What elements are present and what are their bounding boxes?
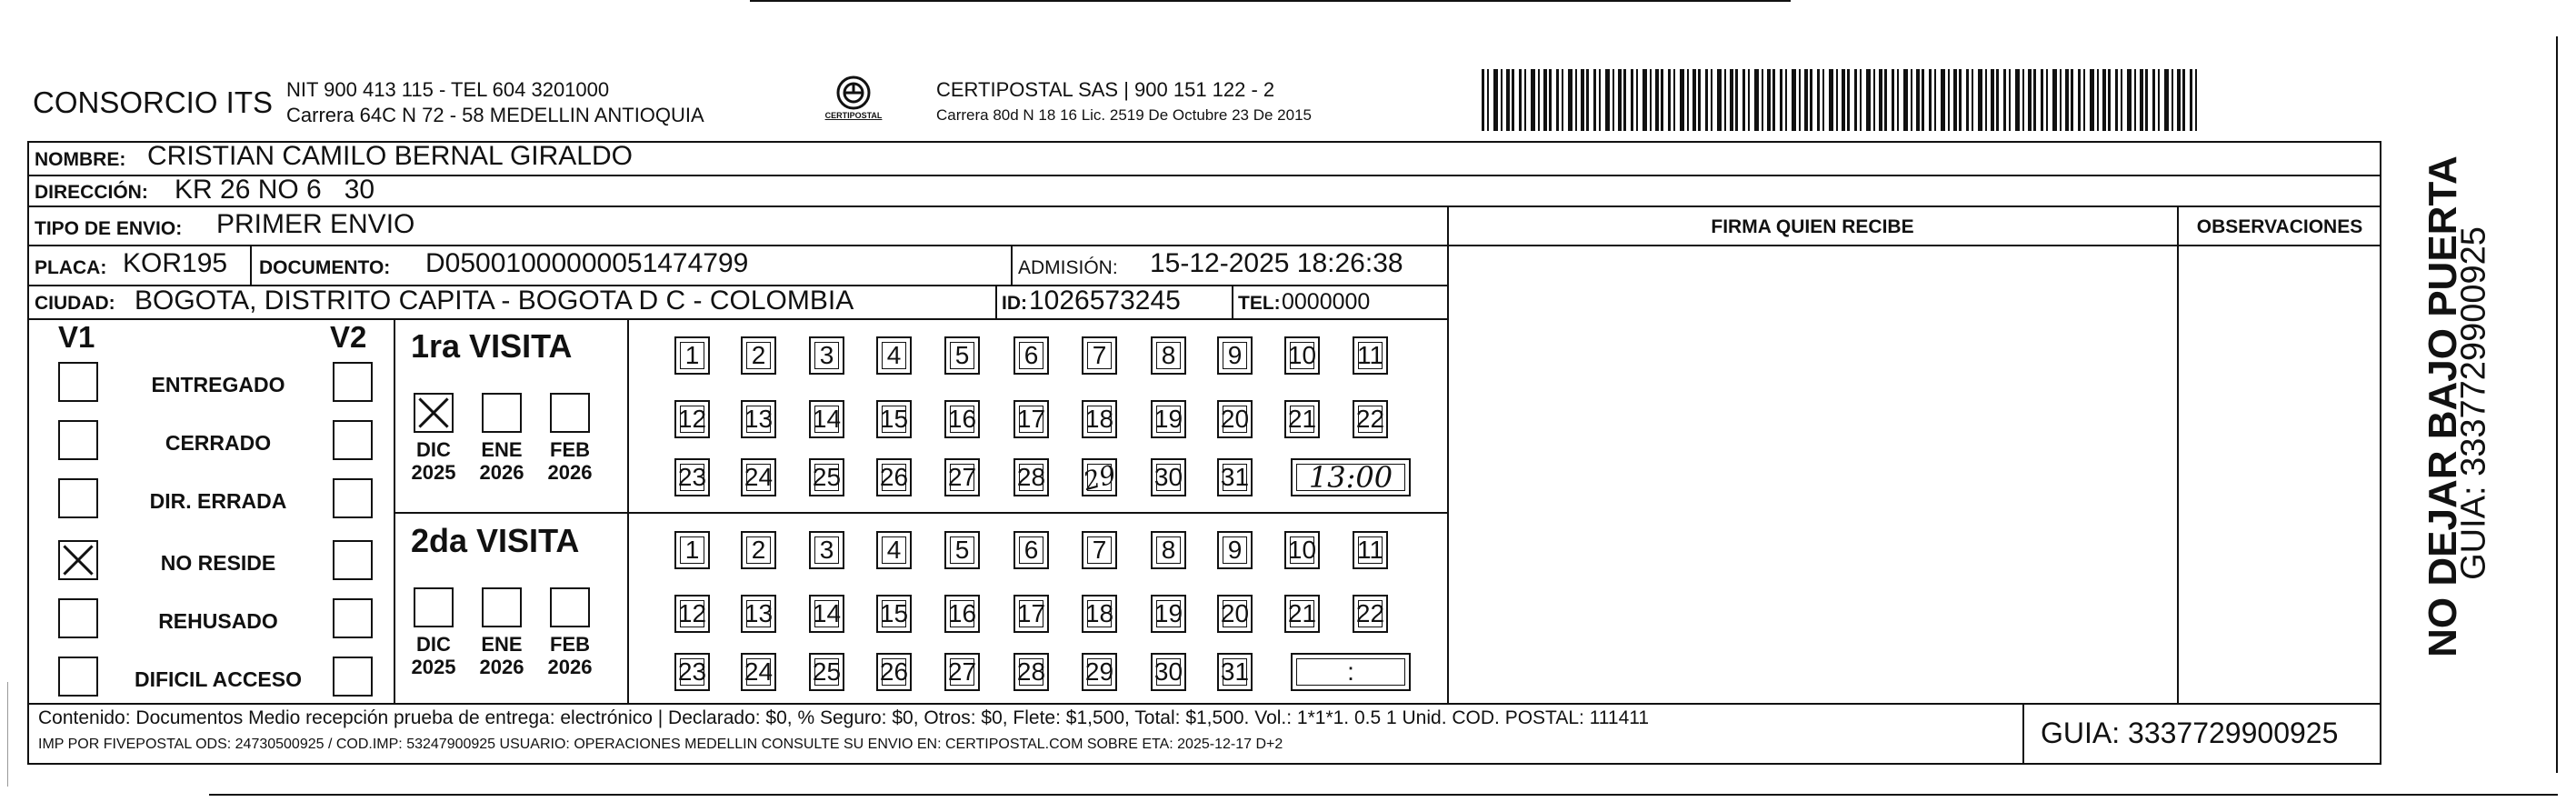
documento-value: D05001000000051474799	[425, 248, 749, 278]
visit-day-number: 17	[1016, 405, 1046, 433]
footer-line	[27, 703, 2381, 705]
visit-time-value: 13:00	[1308, 460, 1393, 495]
visit-month-checkbox[interactable]	[550, 587, 590, 627]
visit-month-checkbox[interactable]	[414, 587, 454, 627]
footer-guia: GUIA: 3337729900925	[2041, 717, 2339, 749]
visit-day-number: 12	[677, 599, 707, 627]
status-v1-checkbox[interactable]	[58, 540, 98, 580]
visit-month-checkbox[interactable]	[482, 393, 522, 433]
documento-label: DOCUMENTO:	[259, 257, 391, 278]
visit-day-box[interactable]	[1284, 336, 1320, 375]
visit-day-number: 28	[1016, 657, 1046, 686]
visit-time-box[interactable]	[1291, 653, 1411, 691]
status-label: NO RESIDE	[160, 551, 276, 575]
visit-month-year: 2025	[411, 461, 456, 485]
status-v1-checkbox[interactable]	[58, 598, 98, 638]
visit-day-number: 30	[1153, 463, 1183, 491]
visit-day-number: 26	[879, 463, 909, 491]
visit-day-box[interactable]	[1284, 595, 1320, 633]
observaciones-area[interactable]	[2179, 246, 2381, 701]
visit-day-box[interactable]	[1151, 595, 1186, 633]
visit-day-number: 16	[947, 405, 977, 433]
visit-day-box[interactable]	[1013, 531, 1049, 569]
visit-day-box[interactable]	[1353, 595, 1388, 633]
visit-day-number: 11	[1356, 341, 1384, 369]
visit-day-number: 4	[886, 536, 902, 564]
visit-day-box[interactable]	[1353, 400, 1388, 438]
tel-divider	[1232, 285, 1233, 318]
visit-day-number: 22	[1355, 599, 1385, 627]
visit-day-box[interactable]	[1151, 400, 1186, 438]
visit-time-value: :	[1347, 657, 1354, 686]
visit-day-number: 21	[1287, 405, 1317, 433]
visit-day-number: 16	[947, 599, 977, 627]
visit-day-box[interactable]	[1013, 458, 1049, 496]
visit-day-number: 25	[812, 463, 842, 491]
visit-day-number: 27	[947, 463, 977, 491]
visit-day-box[interactable]	[876, 336, 912, 375]
visit-day-box[interactable]	[809, 595, 844, 633]
visit-day-number: 29	[1080, 458, 1119, 496]
admision-divider	[1011, 245, 1013, 285]
visit-day-number: 3	[819, 341, 834, 369]
visit-day-box[interactable]	[1082, 400, 1117, 438]
visit-title: 1ra VISITA	[411, 327, 573, 365]
id-label: ID:	[1002, 293, 1027, 314]
nombre-value: CRISTIAN CAMILO BERNAL GIRALDO	[147, 141, 633, 171]
visit-day-box[interactable]	[1151, 336, 1186, 375]
visit-day-box[interactable]	[741, 400, 776, 438]
visit-day-box[interactable]	[809, 531, 844, 569]
visit-day-box[interactable]	[944, 531, 980, 569]
visit-day-box[interactable]	[1217, 458, 1253, 496]
status-label: DIFICIL ACCESO	[134, 667, 302, 691]
visit-day-box[interactable]	[1353, 531, 1388, 569]
bottom-scan-edge	[209, 794, 2558, 796]
courier-address: Carrera 80d N 18 16 Lic. 2519 De Octubre 23 De 2015	[936, 106, 1312, 124]
logo-text: CERTIPOSTAL	[824, 111, 883, 120]
visit-month-label	[411, 633, 456, 679]
visit-day-number: 10	[1287, 341, 1317, 369]
visit-day-box[interactable]	[1284, 400, 1320, 438]
status-label: ENTREGADO	[151, 373, 285, 396]
visit-month-name: DIC	[416, 633, 451, 656]
visit-day-number: 25	[812, 657, 842, 686]
placa-label: PLACA:	[35, 257, 107, 278]
visit-day-box[interactable]	[741, 531, 776, 569]
company-name: CONSORCIO ITS	[33, 85, 274, 119]
visit-divider	[394, 512, 1447, 514]
visit-day-box[interactable]	[1013, 336, 1049, 375]
status-v1-checkbox[interactable]	[58, 657, 98, 697]
visit-day-box[interactable]	[1217, 653, 1253, 691]
visit-day-box[interactable]	[809, 400, 844, 438]
row-line-5	[27, 318, 1447, 320]
visit-day-box[interactable]	[1151, 531, 1186, 569]
visit-day-number: 29	[1084, 657, 1114, 686]
visit-day-box[interactable]	[1353, 336, 1388, 375]
visit-day-box[interactable]	[876, 595, 912, 633]
status-v2-checkbox[interactable]	[333, 420, 373, 460]
status-v1-checkbox[interactable]	[58, 420, 98, 460]
visit-day-number: 20	[1220, 599, 1250, 627]
visit-day-box[interactable]	[741, 336, 776, 375]
footer-contenido: Contenido: Documentos Medio recepción prueba de entrega: electrónico | Declarado: $0, % Seguro: $0, Otros: $0, Flete: $1,500, Total: $1,500. Vol.: 1*1*1. 0.5 1 Unid. COD. POSTAL: 111411	[38, 707, 1650, 728]
visit-day-box[interactable]	[674, 595, 710, 633]
visit-day-number: 18	[1084, 599, 1114, 627]
side-guia	[2429, 165, 2520, 675]
visit-day-number: 18	[1084, 405, 1114, 433]
visit-day-number: 23	[677, 657, 707, 686]
firma-header: FIRMA QUIEN RECIBE	[1711, 216, 1914, 237]
admision-value: 15-12-2025 18:26:38	[1150, 248, 1403, 278]
visit-day-number: 22	[1355, 405, 1385, 433]
visit-title: 2da VISITA	[411, 522, 580, 559]
visit-day-box[interactable]	[1284, 531, 1320, 569]
status-divider	[394, 318, 395, 703]
placa-value: KOR195	[123, 248, 228, 278]
barcode	[1482, 69, 2200, 131]
visit-day-number: 19	[1153, 599, 1183, 627]
status-v2-checkbox[interactable]	[333, 657, 373, 697]
visit-day-box[interactable]	[741, 458, 776, 496]
visit-day-box[interactable]	[674, 400, 710, 438]
company-nit: NIT 900 413 115 - TEL 604 3201000	[286, 78, 610, 101]
visit-day-number: 31	[1220, 657, 1250, 686]
visit-day-box[interactable]	[674, 458, 710, 496]
row-line-2	[27, 206, 2381, 207]
visit-day-number: 12	[677, 405, 707, 433]
certipostal-logo	[813, 73, 894, 127]
visit-day-number: 5	[954, 536, 970, 564]
visit-day-box[interactable]	[674, 531, 710, 569]
visit-day-box[interactable]	[944, 400, 980, 438]
visit-month-label	[479, 633, 524, 679]
tipo-envio-value: PRIMER ENVIO	[216, 209, 415, 239]
company-address: Carrera 64C N 72 - 58 MEDELLIN ANTIOQUIA	[286, 104, 704, 126]
month-divider	[627, 318, 629, 703]
visit-day-box[interactable]	[674, 336, 710, 375]
status-v2-checkbox[interactable]	[333, 362, 373, 402]
visit-day-box[interactable]	[741, 653, 776, 691]
visit-day-box[interactable]	[1082, 653, 1117, 691]
visit-time-box[interactable]	[1291, 458, 1411, 496]
id-value: 1026573245	[1029, 286, 1181, 316]
visit-day-number: 6	[1023, 341, 1039, 369]
visit-day-number: 5	[954, 341, 970, 369]
visit-month-label	[547, 633, 593, 679]
visit-day-number: 13	[744, 599, 774, 627]
visit-day-number: 26	[879, 657, 909, 686]
v1-label: V1	[58, 320, 95, 354]
visit-day-number: 3	[819, 536, 834, 564]
tel-value: 0000000	[1282, 289, 1371, 315]
visit-day-box[interactable]	[1082, 336, 1117, 375]
visit-month-label	[411, 438, 456, 485]
v2-label: V2	[330, 320, 367, 354]
firma-area[interactable]	[1449, 246, 2176, 701]
tel-label: TEL:	[1238, 293, 1281, 314]
visit-day-box[interactable]	[876, 458, 912, 496]
status-v2-checkbox[interactable]	[333, 540, 373, 580]
left-scan-edge	[7, 682, 8, 787]
visit-month-name: FEB	[550, 438, 590, 461]
visit-day-number: 7	[1092, 341, 1107, 369]
visit-day-box[interactable]	[1217, 400, 1253, 438]
visit-month-year: 2026	[479, 656, 524, 679]
visit-day-box[interactable]	[944, 458, 980, 496]
visit-day-number: 9	[1227, 536, 1243, 564]
admision-label: ADMISIÓN:	[1018, 257, 1118, 278]
visit-month-checkbox[interactable]	[482, 587, 522, 627]
side-guia-text: GUIA: 3337729900925	[2454, 226, 2493, 580]
courier-line: CERTIPOSTAL SAS | 900 151 122 - 2	[936, 78, 1275, 101]
visit-day-number: 8	[1161, 536, 1176, 564]
visit-month-year: 2025	[411, 656, 456, 679]
visit-day-number: 24	[744, 463, 774, 491]
visit-day-number: 31	[1220, 463, 1250, 491]
visit-day-number: 30	[1153, 657, 1183, 686]
visit-day-box[interactable]	[876, 653, 912, 691]
visit-day-number: 1	[684, 536, 700, 564]
ciudad-value: BOGOTA, DISTRITO CAPITA - BOGOTA D C - COLOMBIA	[135, 286, 854, 316]
visit-day-box[interactable]	[944, 595, 980, 633]
visit-day-number: 11	[1356, 536, 1384, 564]
visit-day-number: 15	[879, 405, 909, 433]
observaciones-header: OBSERVACIONES	[2196, 216, 2363, 237]
visit-month-checkbox[interactable]	[550, 393, 590, 433]
visit-day-number: 6	[1023, 536, 1039, 564]
visit-day-box[interactable]	[876, 400, 912, 438]
visit-day-number: 10	[1287, 536, 1317, 564]
visit-day-box[interactable]	[944, 336, 980, 375]
tipo-envio-label: TIPO DE ENVIO:	[35, 218, 183, 239]
visit-day-number: 20	[1220, 405, 1250, 433]
visit-day-box[interactable]	[1013, 653, 1049, 691]
visit-day-box[interactable]	[876, 531, 912, 569]
visit-day-box[interactable]	[1013, 400, 1049, 438]
visit-day-number: 19	[1153, 405, 1183, 433]
visit-day-number: 23	[677, 463, 707, 491]
visit-day-number: 24	[744, 657, 774, 686]
visit-day-number: 7	[1092, 536, 1107, 564]
visit-day-number: 15	[879, 599, 909, 627]
visit-day-box[interactable]	[674, 653, 710, 691]
guia-footer-divider	[2022, 703, 2024, 765]
visit-month-label	[479, 438, 524, 485]
visit-day-number: 13	[744, 405, 774, 433]
status-v1-checkbox[interactable]	[58, 362, 98, 402]
side-warning-text: NO DEJAR BAJO PUERTA	[2421, 155, 2465, 657]
visit-day-box[interactable]	[1013, 595, 1049, 633]
visit-day-number: 8	[1161, 341, 1176, 369]
visit-month-name: FEB	[550, 633, 590, 656]
visit-day-box[interactable]	[1217, 531, 1253, 569]
status-v1-checkbox[interactable]	[58, 478, 98, 518]
row-line-3	[27, 245, 1447, 246]
visit-day-number: 28	[1016, 463, 1046, 491]
status-v2-checkbox[interactable]	[333, 478, 373, 518]
visit-day-box[interactable]	[1082, 531, 1117, 569]
visit-day-box[interactable]	[809, 458, 844, 496]
visit-day-number: 2	[751, 536, 766, 564]
visit-day-box[interactable]	[1082, 458, 1117, 496]
visit-day-box[interactable]	[741, 595, 776, 633]
visit-day-box[interactable]	[1082, 595, 1117, 633]
status-label: CERRADO	[165, 431, 272, 455]
visit-day-number: 9	[1227, 341, 1243, 369]
visit-day-number: 4	[886, 341, 902, 369]
top-scan-edge	[750, 0, 1791, 2]
visit-month-year: 2026	[479, 461, 524, 485]
row-line-1	[27, 175, 2381, 176]
visit-day-number: 17	[1016, 599, 1046, 627]
visit-month-year: 2026	[547, 461, 593, 485]
visit-day-number: 2	[751, 341, 766, 369]
placa-divider	[250, 245, 252, 285]
visit-month-year: 2026	[547, 656, 593, 679]
status-label: DIR. ERRADA	[149, 489, 287, 513]
visit-day-number: 21	[1287, 599, 1317, 627]
ciudad-label: CIUDAD:	[35, 293, 115, 314]
visit-day-number: 14	[812, 599, 842, 627]
visit-day-box[interactable]	[809, 336, 844, 375]
visit-day-box[interactable]	[1217, 336, 1253, 375]
id-divider	[995, 285, 997, 318]
visit-day-number: 1	[684, 341, 700, 369]
visit-day-box[interactable]	[809, 653, 844, 691]
visit-day-box[interactable]	[1151, 653, 1186, 691]
right-scan-edge	[2556, 36, 2558, 773]
visit-day-box[interactable]	[944, 653, 980, 691]
visit-month-checkbox[interactable]	[414, 393, 454, 433]
visit-month-label	[547, 438, 593, 485]
visit-day-number: 14	[812, 405, 842, 433]
visit-day-box[interactable]	[1151, 458, 1186, 496]
footer-imp: IMP POR FIVEPOSTAL ODS: 24730500925 / COD.IMP: 53247900925 USUARIO: OPERACIONES MEDELLIN CONSULTE SU ENVIO EN: CERTIPOSTAL.COM SOBRE ETA: 2025-12-17 D+2	[38, 737, 1283, 752]
visit-month-name: ENE	[481, 633, 523, 656]
status-label: REHUSADO	[158, 609, 278, 633]
visit-month-name: ENE	[481, 438, 523, 461]
visit-day-box[interactable]	[1217, 595, 1253, 633]
direccion-label: DIRECCIÓN:	[35, 182, 148, 203]
direccion-value: KR 26 NO 6 30	[175, 175, 375, 205]
visit-month-name: DIC	[416, 438, 451, 461]
status-v2-checkbox[interactable]	[333, 598, 373, 638]
nombre-label: NOMBRE:	[35, 149, 126, 170]
visit-day-number: 27	[947, 657, 977, 686]
